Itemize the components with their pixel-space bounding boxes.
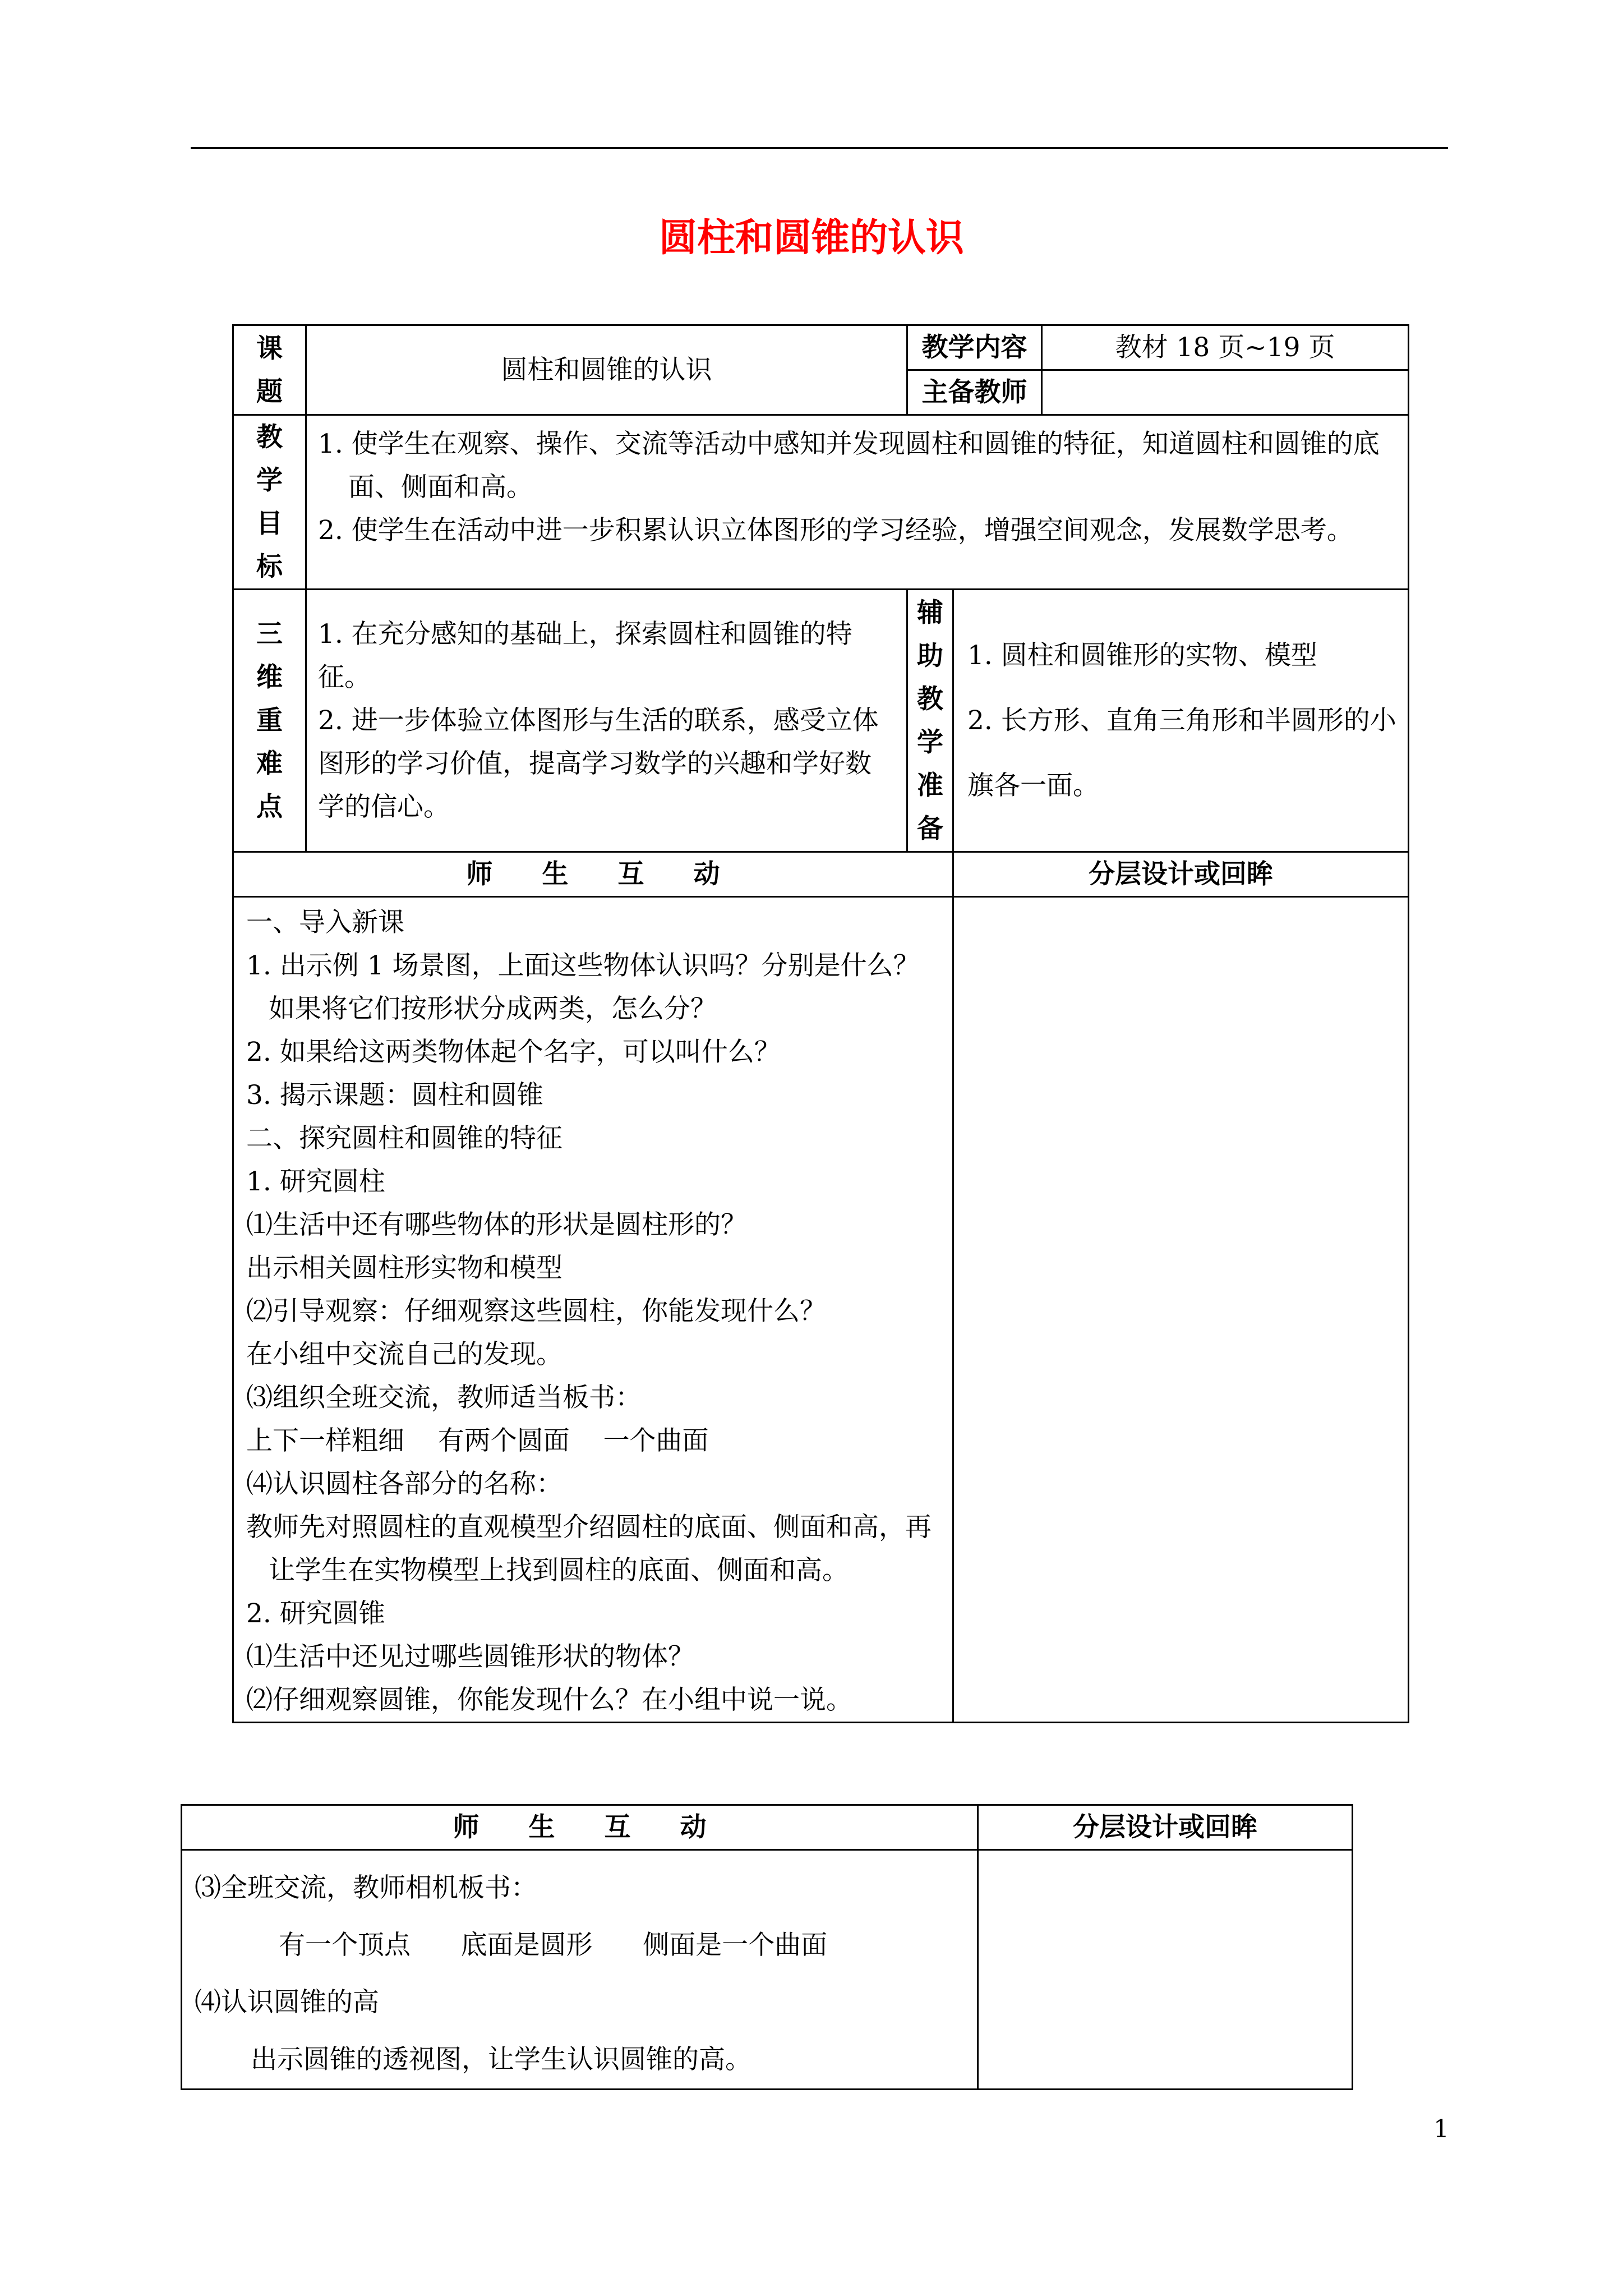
hudong-line: 出示相关圆柱形实物和模型: [246, 1253, 562, 1283]
hudong-line: 出示圆锥的透视图，让学生认识圆锥的高。: [251, 2044, 751, 2075]
hudong-line: 在小组中交流自己的发现。: [246, 1339, 562, 1370]
keti-value: 圆柱和圆锥的认识: [306, 325, 907, 415]
page-number: 1: [1433, 2115, 1449, 2143]
nandian-item: 1. 在充分感知的基础上，探索圆柱和圆锥的特征。: [318, 619, 852, 693]
keti-label: 课 题: [233, 325, 306, 415]
fenceng-header-2: 分层设计或回眸: [978, 1805, 1353, 1850]
hudong-content: [233, 897, 953, 1723]
hudong-header-2: 师 生 互 动: [182, 1805, 978, 1850]
lesson-plan-table-continued: [181, 1804, 1353, 2090]
hudong-line: 2. 研究圆锥: [246, 1598, 385, 1629]
hudong-line: 上下一样粗细 有两个圆面 一个曲面: [246, 1425, 709, 1456]
hudong-line: ⑴生活中还见过哪些圆锥形状的物体？: [246, 1641, 694, 1672]
zhunbei-item: 1. 圆柱和圆锥形的实物、模型: [967, 639, 1317, 671]
hudong-line: ⑴生活中还有哪些物体的形状是圆柱形的？: [246, 1209, 747, 1240]
zhunbei-content: [953, 590, 1409, 852]
zhubei-jiaoshi-label: 主备教师: [907, 370, 1042, 415]
hudong-line: 教师先对照圆柱的直观模型介绍圆柱的底面、侧面和高，再让学生在实物模型上找到圆柱的底面、侧面和高。: [246, 1512, 932, 1586]
hudong-line: ⑷认识圆柱各部分的名称：: [246, 1469, 562, 1499]
fenceng-content: [953, 897, 1409, 1723]
zhunbei-label: 辅 助 教 学 准 备: [907, 590, 953, 852]
hudong-line: 3. 揭示课题：圆柱和圆锥: [246, 1080, 543, 1111]
fenceng-header: 分层设计或回眸: [953, 852, 1409, 897]
hudong-header: 师 生 互 动: [233, 852, 953, 897]
hudong-line: 2. 如果给这两类物体起个名字，可以叫什么？: [246, 1037, 781, 1068]
zhunbei-item: 2. 长方形、直角三角形和半圆形的小旗各一面。: [967, 705, 1396, 801]
mubiao-item: 1. 使学生在观察、操作、交流等活动中感知并发现圆柱和圆锥的特征，知道圆柱和圆锥的底面、侧面和高。: [318, 429, 1380, 503]
hudong-line: ⑵仔细观察圆锥，你能发现什么？在小组中说一说。: [246, 1685, 852, 1715]
hudong-line: 1. 出示例 1 场景图，上面这些物体认识吗？分别是什么？如果将它们按形状分成两类，怎么分？: [246, 950, 920, 1024]
fenceng-content-2: [978, 1850, 1353, 2090]
mubiao-item: 2. 使学生在活动中进一步积累认识立体图形的学习经验，增强空间观念，发展数学思考。: [318, 515, 1353, 546]
hudong-line: 有一个顶点 底面是圆形 侧面是一个曲面: [279, 1930, 828, 1961]
nandian-label: 三 维 重 难 点: [233, 590, 306, 852]
hudong-line: ⑶组织全班交流，教师适当板书：: [246, 1382, 642, 1413]
lesson-plan-table: [232, 324, 1409, 1723]
hudong-line: 一、导入新课: [246, 907, 404, 938]
page-title: 圆柱和圆锥的认识: [658, 216, 964, 260]
hudong-line: ⑶全班交流，教师相机板书：: [195, 1872, 537, 1903]
header-rule: [191, 147, 1448, 149]
mubiao-content: [306, 415, 1409, 590]
hudong-line: ⑷认识圆锥的高: [195, 1987, 379, 2018]
hudong-line: ⑵引导观察：仔细观察这些圆柱，你能发现什么？: [246, 1296, 826, 1327]
hudong-content-2: [182, 1850, 978, 2090]
zhubei-jiaoshi-value: [1042, 370, 1409, 415]
jiaoxue-neirong-value: 教材 18 页~19 页: [1042, 325, 1409, 370]
jiaoxue-neirong-label: 教学内容: [907, 325, 1042, 370]
mubiao-label: 教 学 目 标: [233, 415, 306, 590]
nandian-content: [306, 590, 907, 852]
hudong-line: 二、探究圆柱和圆锥的特征: [246, 1123, 562, 1154]
nandian-item: 2. 进一步体验立体图形与生活的联系，感受立体图形的学习价值，提高学习数学的兴趣和学好数学的信心。: [318, 705, 879, 822]
hudong-line: 1. 研究圆柱: [246, 1166, 385, 1197]
